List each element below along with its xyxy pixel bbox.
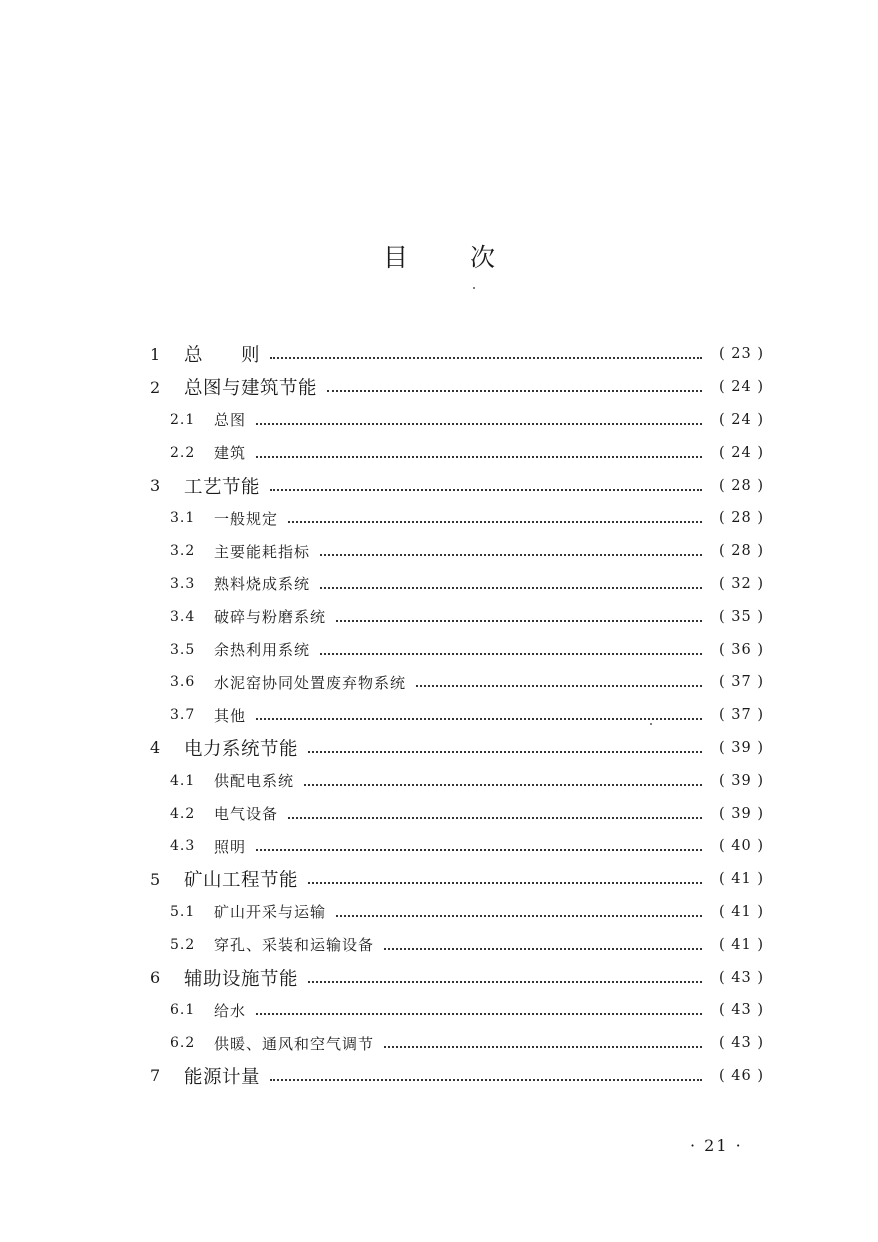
toc-entry-page: ( 24 ) — [719, 444, 764, 461]
toc-entry-number: 5.1 — [170, 903, 196, 920]
toc-entry-number: 2.2 — [170, 444, 196, 461]
toc-section-entry — [148, 764, 764, 797]
toc-entry-number: 3 — [150, 476, 161, 496]
toc-chapter-entry — [148, 732, 764, 765]
dot-leader — [256, 456, 702, 458]
dot-leader — [288, 521, 702, 523]
toc-entry-label: 其他 — [214, 706, 247, 725]
toc-entry-label: 辅助设施节能 — [184, 968, 299, 990]
toc-entry-page: ( 46 ) — [719, 1067, 764, 1084]
toc-entry-number: 3.7 — [170, 707, 196, 724]
toc-section-entry — [148, 568, 764, 601]
toc-entry-label: 主要能耗指标 — [214, 542, 311, 561]
toc-entry-page: ( 28 ) — [719, 510, 764, 527]
dot-leader — [270, 1079, 702, 1081]
toc-chapter-entry — [148, 961, 764, 994]
toc-entry-page: ( 41 ) — [719, 871, 764, 888]
toc-entry-label: 电气设备 — [214, 805, 279, 824]
toc-entry-number: 1 — [150, 344, 161, 364]
dot-leader — [308, 882, 702, 884]
toc-section-entry — [148, 535, 764, 568]
dot-leader — [320, 587, 702, 589]
toc-entry-label: 供暖、通风和空气调节 — [214, 1034, 375, 1053]
toc-entry-number: 3.1 — [170, 510, 196, 527]
toc-entry-page: ( 40 ) — [719, 838, 764, 855]
toc-entry-label: 破碎与粉磨系统 — [214, 608, 327, 627]
toc-entry-label: 总图 — [214, 411, 247, 430]
toc-chapter-entry — [148, 1060, 764, 1093]
toc-entry-number: 6.1 — [170, 1002, 196, 1019]
toc-chapter-entry — [148, 371, 764, 404]
toc-entry-page: ( 35 ) — [719, 608, 764, 625]
toc-entry-number: 4.1 — [170, 772, 196, 789]
toc-entry-number: 4 — [150, 738, 161, 758]
toc-entry-page: ( 39 ) — [719, 772, 764, 789]
toc-entry-page: ( 43 ) — [719, 969, 764, 986]
dot-leader — [304, 784, 702, 786]
toc-entry-label: 穿孔、采装和运输设备 — [214, 936, 375, 955]
toc-entry-number: 3.5 — [170, 641, 196, 658]
toc-entry-number: 3.3 — [170, 575, 196, 592]
toc-entry-number: 4.3 — [170, 838, 196, 855]
toc-entry-label: 电力系统节能 — [184, 738, 299, 760]
dot-leader — [384, 1046, 702, 1048]
page-title — [0, 238, 878, 278]
toc-section-entry — [148, 600, 764, 633]
dot-leader — [308, 981, 702, 983]
toc-section-entry — [148, 404, 764, 437]
toc-entry-label: 工艺节能 — [184, 476, 261, 498]
toc-entry-number: 3.6 — [170, 674, 196, 691]
toc-entry-number: 5 — [150, 869, 161, 889]
dot-leader — [256, 849, 702, 851]
dot-leader — [256, 1013, 702, 1015]
toc-entry-label: 熟料烧成系统 — [214, 575, 311, 594]
toc-entry-page: ( 24 ) — [719, 379, 764, 396]
dot-leader — [308, 751, 702, 753]
toc-entry-page: ( 32 ) — [719, 575, 764, 592]
toc-entry-label: 矿山工程节能 — [184, 870, 299, 892]
toc-entry-label: 余热利用系统 — [214, 641, 311, 660]
toc-entry-page: ( 41 ) — [719, 903, 764, 920]
dot-leader — [336, 620, 702, 622]
dot-leader — [256, 718, 702, 720]
toc-entry-page: ( 37 ) — [719, 674, 764, 691]
title-char-2: 次 — [470, 243, 496, 272]
dot-leader — [256, 423, 702, 425]
toc-section-entry — [148, 896, 764, 929]
dot-leader — [384, 948, 702, 950]
toc-entry-number: 5.2 — [170, 936, 196, 953]
toc-entry-label: 矿山开采与运输 — [214, 903, 327, 922]
toc-entry-page: ( 37 ) — [719, 707, 764, 724]
table-of-contents — [148, 338, 764, 1092]
scan-speck — [473, 287, 475, 289]
toc-entry-label: 建筑 — [214, 444, 247, 463]
dot-leader — [270, 357, 702, 359]
toc-entry-page: ( 43 ) — [719, 1035, 764, 1052]
dot-leader — [327, 390, 702, 392]
dot-leader — [288, 817, 702, 819]
toc-section-entry — [148, 797, 764, 830]
toc-section-entry — [148, 666, 764, 699]
toc-entry-label: 总 则 — [184, 345, 261, 367]
toc-entry-number: 3.2 — [170, 543, 196, 560]
toc-section-entry — [148, 502, 764, 535]
toc-entry-label: 照明 — [214, 837, 247, 856]
toc-section-entry — [148, 699, 764, 732]
toc-entry-page: ( 24 ) — [719, 411, 764, 428]
toc-entry-label: 水泥窑协同处置废弃物系统 — [214, 673, 407, 692]
toc-entry-page: ( 39 ) — [719, 739, 764, 756]
toc-entry-label: 给水 — [214, 1001, 247, 1020]
dot-leader — [270, 489, 702, 491]
toc-section-entry — [148, 633, 764, 666]
toc-entry-page: ( 39 ) — [719, 805, 764, 822]
toc-entry-page: ( 41 ) — [719, 936, 764, 953]
toc-section-entry — [148, 436, 764, 469]
toc-entry-page: ( 28 ) — [719, 543, 764, 560]
toc-entry-number: 7 — [150, 1066, 161, 1086]
page-number-footer: · 21 · — [690, 1136, 743, 1155]
toc-chapter-entry — [148, 469, 764, 502]
toc-entry-number: 4.2 — [170, 805, 196, 822]
toc-entry-number: 2 — [150, 377, 161, 397]
dot-leader — [320, 653, 702, 655]
toc-entry-label: 能源计量 — [184, 1066, 261, 1088]
toc-section-entry — [148, 1027, 764, 1060]
toc-section-entry — [148, 928, 764, 961]
toc-entry-page: ( 43 ) — [719, 1002, 764, 1019]
dot-leader — [336, 915, 702, 917]
dot-leader — [320, 554, 702, 556]
toc-section-entry — [148, 994, 764, 1027]
dot-leader — [416, 685, 702, 687]
toc-entry-label: 总图与建筑节能 — [184, 378, 318, 400]
title-char-1: 目 — [382, 243, 408, 272]
toc-entry-number: 2.1 — [170, 411, 196, 428]
toc-chapter-entry — [148, 863, 764, 896]
toc-chapter-entry — [148, 338, 764, 371]
toc-section-entry — [148, 830, 764, 863]
toc-entry-number: 6.2 — [170, 1035, 196, 1052]
toc-entry-label: 供配电系统 — [214, 772, 295, 791]
toc-entry-number: 6 — [150, 968, 161, 988]
toc-entry-page: ( 23 ) — [719, 346, 764, 363]
toc-entry-page: ( 36 ) — [719, 641, 764, 658]
toc-entry-number: 3.4 — [170, 608, 196, 625]
toc-entry-label: 一般规定 — [214, 509, 279, 528]
toc-entry-page: ( 28 ) — [719, 477, 764, 494]
